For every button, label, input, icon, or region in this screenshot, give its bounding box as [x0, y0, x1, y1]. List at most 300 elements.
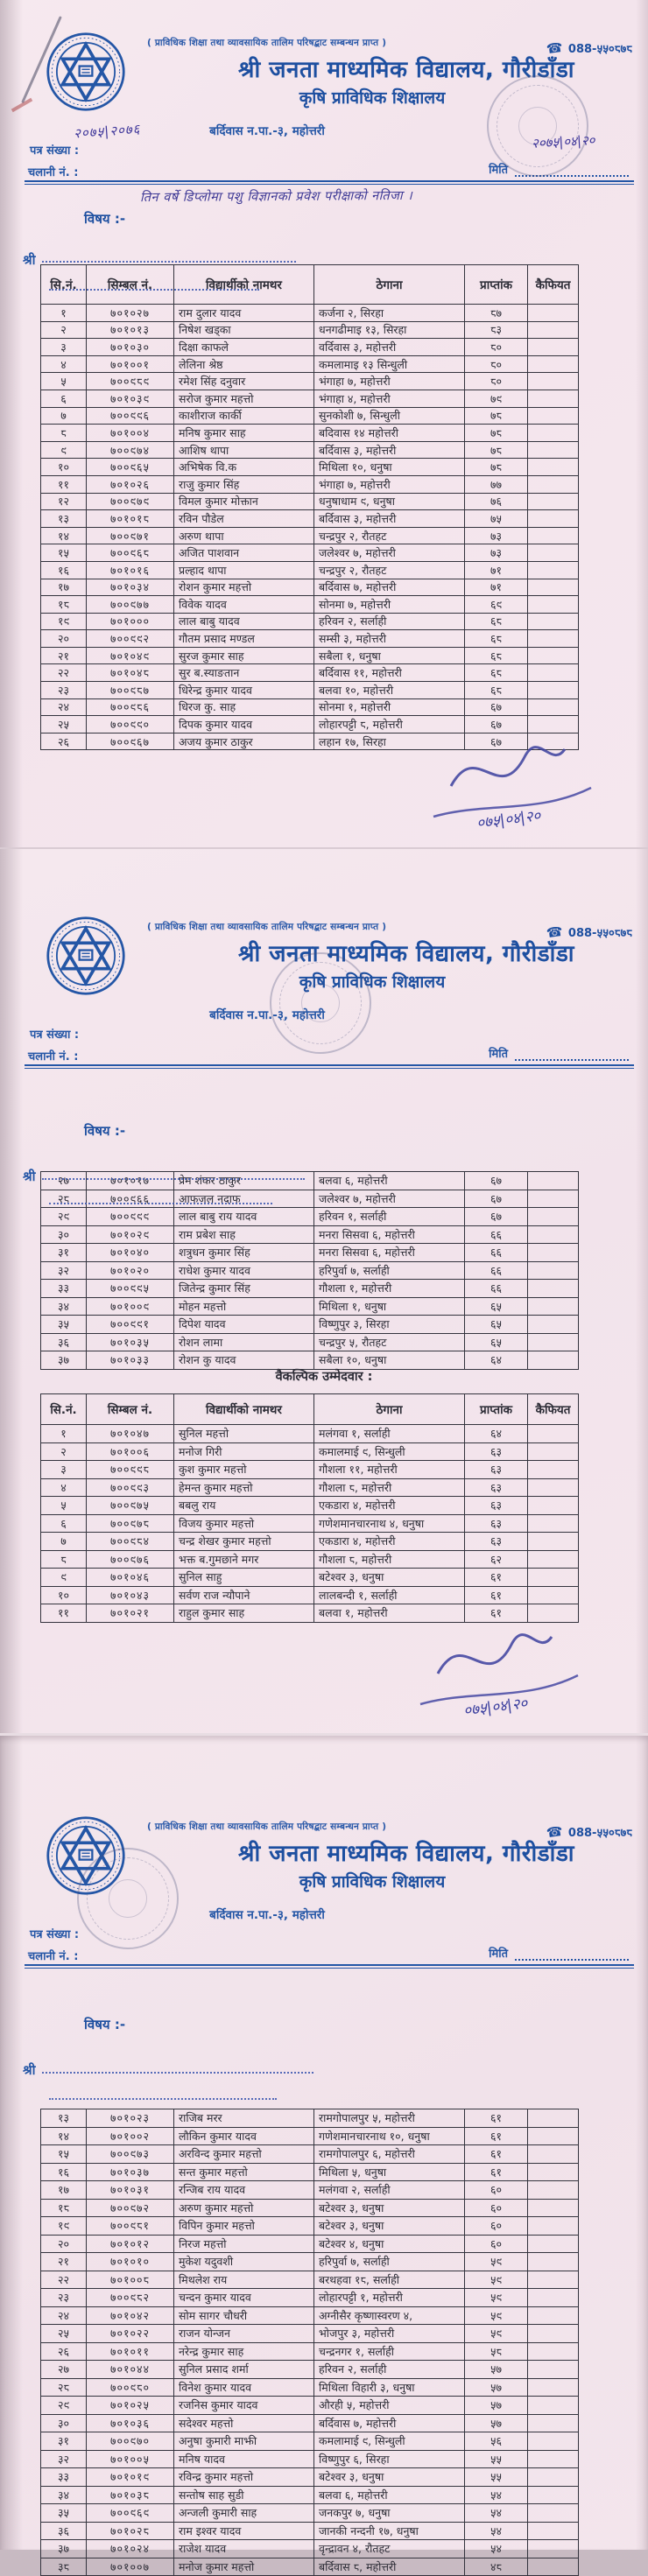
col-marks: प्राप्तांक	[465, 1394, 528, 1425]
cell-student-name: सोम सागर चौधरी	[174, 2306, 314, 2325]
scanned-page-3	[0, 1733, 648, 2573]
cell-student-name: अजित पाशवान	[174, 544, 314, 562]
table-row	[41, 1604, 579, 1623]
cell-student-name: राजन योन्जन	[174, 2325, 314, 2343]
cell-symbol-no: ७००९८२	[87, 2289, 174, 2307]
letterhead-divider-rule	[25, 1064, 634, 1066]
cell-serial: ३५	[41, 2504, 87, 2523]
cell-symbol-no: ७०१०२७	[87, 305, 174, 322]
cell-symbol-no: ७०१०२५	[87, 2397, 174, 2415]
cell-student-name: सन्त कुमार महत्तो	[174, 2163, 314, 2181]
table-row	[41, 2253, 579, 2271]
cell-address: कमलामाइ १३ सिन्धुली	[314, 355, 465, 373]
cell-serial: १७	[41, 579, 87, 596]
cell-serial: ३८	[41, 2558, 87, 2576]
cell-address: बटेश्वर ४, धनुषा	[314, 2235, 465, 2253]
dispatch-no-label: चलानी नं. :	[28, 166, 79, 179]
col-name: विद्यार्थीको नामथर	[174, 1394, 314, 1425]
program-name: कृषि प्राविधिक शिक्षालय	[299, 1872, 446, 1892]
cell-marks: ६०	[465, 2199, 528, 2217]
cell-marks: ५९	[465, 2289, 528, 2307]
cell-student-name: अन्जली कुमारी साह	[174, 2504, 314, 2523]
table-row	[41, 2432, 579, 2451]
cell-serial: ३०	[41, 2414, 87, 2432]
cell-student-name: सन्तोष साह सुडी	[174, 2486, 314, 2504]
cell-remarks	[528, 1586, 579, 1604]
table-row	[41, 2289, 579, 2307]
date-dotted-rule	[515, 1948, 629, 1961]
cell-student-name: काशीराज कार्की	[174, 407, 314, 425]
cell-marks: ६३	[465, 1533, 528, 1551]
table-row	[41, 2558, 579, 2576]
table-row	[41, 305, 579, 322]
cell-serial: २६	[41, 733, 87, 750]
cell-student-name: रोशन लामा	[174, 1333, 314, 1351]
table-row	[41, 2361, 579, 2379]
cell-symbol-no: ७००९९२	[87, 630, 174, 648]
affiliation-line: ( प्राविधिक शिक्षा तथा व्यावसायिक तालिम परिषद्बाट सम्बन्धन प्राप्त )	[147, 38, 387, 48]
cell-serial: २२	[41, 664, 87, 682]
cell-remarks	[528, 1550, 579, 1569]
cell-student-name: रविन पौडेल	[174, 510, 314, 528]
cell-address: भंगाहा ४, महोत्तरी	[314, 390, 465, 407]
cell-remarks	[528, 1351, 579, 1370]
cell-serial: २१	[41, 2253, 87, 2271]
cell-remarks	[528, 698, 579, 716]
cell-student-name: लौकिन कुमार यादव	[174, 2127, 314, 2145]
salutation-dotted-rule	[42, 1178, 305, 1180]
cell-address: गौशला ११, महोत्तरी	[314, 1461, 465, 1479]
cell-serial: १	[41, 1425, 87, 1443]
affiliation-line: ( प्राविधिक शिक्षा तथा व्यावसायिक तालिम परिषद्बाट सम्बन्धन प्राप्त )	[147, 922, 387, 932]
cell-remarks	[528, 2504, 579, 2523]
cell-marks: ६७	[465, 733, 528, 750]
cell-address: जनकपुर ७, धनुषा	[314, 2504, 465, 2523]
cell-student-name: दिपेश यादव	[174, 1316, 314, 1334]
table-row	[41, 1244, 579, 1262]
cell-marks: ६७	[465, 698, 528, 716]
cell-student-name: रोशन कुमार महत्तो	[174, 579, 314, 596]
cell-address: रामगोपालपुर ६, महोत्तरी	[314, 2145, 465, 2164]
cell-remarks	[528, 2432, 579, 2451]
cell-symbol-no: ७००९६५	[87, 459, 174, 476]
cell-remarks	[528, 2127, 579, 2145]
cell-serial: २	[41, 321, 87, 339]
table-row	[41, 2127, 579, 2145]
cell-marks: ५५	[465, 2468, 528, 2487]
cell-marks: ६४	[465, 1425, 528, 1443]
cell-address: लोहारपट्टी ८, महोत्तरी	[314, 716, 465, 733]
cell-remarks	[528, 596, 579, 614]
cell-address: सबैला १०, धनुषा	[314, 1351, 465, 1370]
col-serial: सि.नं.	[41, 1394, 87, 1425]
cell-serial: ३२	[41, 2450, 87, 2468]
cell-student-name: मोहन महत्तो	[174, 1297, 314, 1316]
cell-symbol-no: ७०१०३३	[87, 1351, 174, 1370]
cell-symbol-no: ७००९९५	[87, 1280, 174, 1298]
cell-student-name: अरविन्द कुमार महत्तो	[174, 2145, 314, 2164]
alternate-candidates-table	[40, 1393, 579, 1623]
cell-address: एकडारा ४, महोत्तरी	[314, 1497, 465, 1515]
cell-marks: ५४	[465, 2486, 528, 2504]
table-row	[41, 1425, 579, 1443]
cell-symbol-no: ७००९९०	[87, 716, 174, 733]
cell-symbol-no: ७०१०४३	[87, 1586, 174, 1604]
cell-marks: ६१	[465, 1604, 528, 1623]
cell-remarks	[528, 630, 579, 648]
cell-marks: ६८	[465, 682, 528, 699]
cell-remarks	[528, 664, 579, 682]
school-logo-seal	[46, 916, 126, 996]
cell-marks: ६८	[465, 613, 528, 630]
cell-remarks	[528, 390, 579, 407]
cell-symbol-no: ७०१०३७	[87, 2163, 174, 2181]
cell-remarks	[528, 1280, 579, 1298]
cell-symbol-no: ७००९६९	[87, 2504, 174, 2523]
cell-remarks	[528, 1333, 579, 1351]
cell-marks: ६७	[465, 716, 528, 733]
table-row	[41, 2414, 579, 2432]
cell-serial: १३	[41, 510, 87, 528]
cell-marks: ५४	[465, 2504, 528, 2523]
table-row	[41, 441, 579, 459]
cell-symbol-no: ७०१०४४	[87, 2361, 174, 2379]
table-row	[41, 459, 579, 476]
table-row	[41, 2271, 579, 2289]
cell-marks: ७५	[465, 510, 528, 528]
date-line	[489, 1045, 629, 1061]
cell-symbol-no: ७००९८६	[87, 698, 174, 716]
cell-address: मलंगवा १, सर्लाही	[314, 1425, 465, 1443]
table-row	[41, 544, 579, 562]
cell-serial: २८	[41, 2378, 87, 2397]
cell-marks: ६२	[465, 1550, 528, 1569]
cell-student-name: राम प्रबेश साह	[174, 1225, 314, 1244]
cell-serial: २४	[41, 698, 87, 716]
cell-symbol-no: ७०१०२०	[87, 1261, 174, 1280]
cell-remarks	[528, 2109, 579, 2128]
cell-marks: ८०	[465, 373, 528, 390]
school-address: बर्दिवास न.पा.-३, महोत्तरी	[209, 1008, 325, 1022]
cell-student-name: राधेश कुमार यादव	[174, 1261, 314, 1280]
cell-marks: ६१	[465, 2127, 528, 2145]
cell-remarks	[528, 1172, 579, 1190]
cell-symbol-no: ७००९७८	[87, 1514, 174, 1533]
result-table-page1	[40, 264, 579, 750]
cell-symbol-no: ७००९९९	[87, 1208, 174, 1226]
table-row	[41, 1297, 579, 1316]
cell-student-name: शत्रुधन कुमार सिंह	[174, 1244, 314, 1262]
table-row	[41, 682, 579, 699]
cell-remarks	[528, 2199, 579, 2217]
cell-serial: १७	[41, 2181, 87, 2200]
table-row	[41, 2181, 579, 2200]
salutation-shree: श्री	[23, 1169, 36, 1184]
cell-remarks	[528, 2468, 579, 2487]
cell-symbol-no: ७००९९३	[87, 1478, 174, 1497]
cell-address: सोनमा ७, महोत्तरी	[314, 596, 465, 614]
cell-student-name: रोशन कु यादव	[174, 1351, 314, 1370]
dispatch-no-label: चलानी नं. :	[28, 1950, 79, 1963]
cell-address: मिथिला ५, धनुषा	[314, 2163, 465, 2181]
cell-serial: २	[41, 1442, 87, 1461]
cell-marks: ६९	[465, 596, 528, 614]
cell-marks: ५९	[465, 2325, 528, 2343]
cell-symbol-no: ७०१०३४	[87, 579, 174, 596]
cell-remarks	[528, 544, 579, 562]
cell-remarks	[528, 321, 579, 339]
cell-serial: ९	[41, 441, 87, 459]
cell-address: गणेशमानचारनाथ १०, धनुषा	[314, 2127, 465, 2145]
cell-symbol-no: ७०१००८	[87, 2271, 174, 2289]
cell-address: बदिवास १४ महोत्तरी	[314, 425, 465, 442]
cell-symbol-no: ७०१०००	[87, 613, 174, 630]
cell-serial: ९	[41, 1569, 87, 1587]
school-name: श्री जनता माध्यमिक विद्यालय, गौरीडाँडा	[238, 57, 574, 83]
table-row	[41, 321, 579, 339]
cell-address: बलवा ६, महोत्तरी	[314, 2486, 465, 2504]
salutation-shree: श्री	[23, 252, 36, 268]
cell-address: गौशला ८, महोत्तरी	[314, 1550, 465, 1569]
table-row	[41, 1533, 579, 1551]
cell-remarks	[528, 2181, 579, 2200]
cell-student-name: प्रेम शंकर ठाकुर	[174, 1172, 314, 1190]
cell-symbol-no: ७००९९६	[87, 407, 174, 425]
cell-symbol-no: ७०१०२१	[87, 1604, 174, 1623]
cell-address: धनगढीमाइ १३, सिरहा	[314, 321, 465, 339]
cell-remarks	[528, 425, 579, 442]
cell-address: चन्द्रपुर ५, रौतहट	[314, 1333, 465, 1351]
table-row	[41, 2342, 579, 2361]
cell-student-name: नरेन्द्र कुमार साह	[174, 2342, 314, 2361]
cell-student-name: बबलु राय	[174, 1497, 314, 1515]
cell-address: कर्जना २, सिरहा	[314, 305, 465, 322]
cell-remarks	[528, 1478, 579, 1497]
cell-remarks	[528, 1461, 579, 1479]
result-table-page2-continued	[40, 1171, 579, 1370]
table-row	[41, 1172, 579, 1190]
cell-student-name: दिपक कुमार यादव	[174, 716, 314, 733]
cell-student-name: आफजल नदाफ	[174, 1190, 314, 1208]
cell-address: औरही ५, महोत्तरी	[314, 2397, 465, 2415]
cell-serial: ७	[41, 407, 87, 425]
cell-address: मनरा सिसवा ६, महोत्तरी	[314, 1244, 465, 1262]
date-dotted-rule	[515, 1049, 629, 1061]
cell-marks: ६६	[465, 1244, 528, 1262]
cell-symbol-no: ७०१०१७	[87, 1172, 174, 1190]
date-line	[489, 1945, 629, 1961]
cell-symbol-no: ७००९९१	[87, 1316, 174, 1334]
school-address: बर्दिवास न.पा.-३, महोत्तरी	[209, 124, 325, 138]
table-row	[41, 613, 579, 630]
table-row	[41, 716, 579, 733]
school-logo-seal	[46, 32, 126, 112]
cell-symbol-no: ७००९७७	[87, 596, 174, 614]
cell-address: जानकी नन्दनी १७, धनुषा	[314, 2522, 465, 2540]
cell-symbol-no: ७०१०११	[87, 2342, 174, 2361]
cell-serial: २७	[41, 2361, 87, 2379]
cell-remarks	[528, 2397, 579, 2415]
cell-marks: ७७	[465, 475, 528, 493]
cell-symbol-no: ७००९७३	[87, 2145, 174, 2164]
cell-serial: ७	[41, 1533, 87, 1551]
cell-address: मिथिला विहारी ३, धनुषा	[314, 2378, 465, 2397]
table-row	[41, 1208, 579, 1226]
table-row	[41, 2109, 579, 2128]
cell-remarks	[528, 1208, 579, 1226]
ref-no-label: पत्र संख्या :	[30, 1028, 80, 1042]
cell-address: जलेश्वर ७, महोत्तरी	[314, 544, 465, 562]
cell-address: भंगाहा ७, महोत्तरी	[314, 373, 465, 390]
cell-marks: ६६	[465, 1280, 528, 1298]
cell-serial: २४	[41, 2306, 87, 2325]
cell-serial: २८	[41, 1190, 87, 1208]
cell-marks: ६३	[465, 1514, 528, 1533]
cell-student-name: राहुल कुमार साह	[174, 1604, 314, 1623]
salutation-shree: श्री	[23, 2062, 36, 2078]
table-row	[41, 390, 579, 407]
cell-marks: ६४	[465, 1351, 528, 1370]
cell-address: बलवा ६, महोत्तरी	[314, 1172, 465, 1190]
cell-symbol-no: ७००९६६	[87, 1190, 174, 1208]
cell-remarks	[528, 2145, 579, 2164]
cell-remarks	[528, 1225, 579, 1244]
table-row	[41, 355, 579, 373]
cell-serial: २१	[41, 647, 87, 664]
cell-remarks	[528, 1297, 579, 1316]
cell-remarks	[528, 1442, 579, 1461]
cell-marks: ५५	[465, 2450, 528, 2468]
cell-address: मलंगवा २, सर्लाही	[314, 2181, 465, 2200]
cell-student-name: दिक्षा काफले	[174, 339, 314, 356]
col-address: ठेगाना	[314, 265, 465, 305]
handwritten-subject: तिन वर्षे डिप्लोमा पशु विज्ञानको प्रवेश परीक्षाको नतिजा ।	[139, 188, 413, 206]
cell-address: लोहारपट्टी १, महोत्तरी	[314, 2289, 465, 2307]
cell-address: मिथिला १०, धनुषा	[314, 459, 465, 476]
cell-serial: ४	[41, 355, 87, 373]
table-row	[41, 1478, 579, 1497]
cell-remarks	[528, 510, 579, 528]
cell-student-name: मनिष कुमार साह	[174, 425, 314, 442]
table-row	[41, 2522, 579, 2540]
school-name: श्री जनता माध्यमिक विद्यालय, गौरीडाँडा	[238, 1841, 574, 1867]
cell-marks: ७८	[465, 459, 528, 476]
cell-address: जलेश्वर ७, महोत्तरी	[314, 1190, 465, 1208]
cell-student-name: विमल कुमार मोक्तान	[174, 493, 314, 510]
cell-student-name: अजय कुमार ठाकुर	[174, 733, 314, 750]
table-row	[41, 1316, 579, 1334]
cell-remarks	[528, 1569, 579, 1587]
cell-address: हरिपुर्वा ७, सर्लाही	[314, 2253, 465, 2271]
cell-address: बटेश्वर ३, धनुषा	[314, 2199, 465, 2217]
cell-symbol-no: ७०१००६	[87, 1442, 174, 1461]
cell-serial: ३२	[41, 1261, 87, 1280]
cell-remarks	[528, 1604, 579, 1623]
cell-marks: ४८	[465, 2558, 528, 2576]
cell-student-name: राम दुलार यादव	[174, 305, 314, 322]
cell-student-name: अरुण कुमार महत्तो	[174, 2199, 314, 2217]
cell-remarks	[528, 1244, 579, 1262]
table-row	[41, 630, 579, 648]
cell-serial: १	[41, 305, 87, 322]
cell-serial: १०	[41, 1586, 87, 1604]
cell-address: बलवा १, महोत्तरी	[314, 1604, 465, 1623]
cell-serial: २३	[41, 682, 87, 699]
cell-serial: ८	[41, 425, 87, 442]
cell-serial: २२	[41, 2271, 87, 2289]
table-row	[41, 493, 579, 510]
cell-remarks	[528, 2253, 579, 2271]
cell-remarks	[528, 493, 579, 510]
cell-symbol-no: ७०१०४२	[87, 2306, 174, 2325]
table-row	[41, 2450, 579, 2468]
cell-marks: ७१	[465, 579, 528, 596]
scanned-page-1	[0, 0, 648, 847]
cell-symbol-no: ७००९८१	[87, 2217, 174, 2236]
cell-serial: २५	[41, 716, 87, 733]
alternate-candidates-heading: वैकल्पिक उम्मेदवार :	[275, 1370, 373, 1384]
cell-serial: ६	[41, 390, 87, 407]
phone-number: 088-५५०८७८	[567, 1827, 632, 1840]
cell-symbol-no: ७०१०२२	[87, 2325, 174, 2343]
cell-student-name: राजिब मरर	[174, 2109, 314, 2128]
salutation-dotted-rule	[42, 2072, 313, 2074]
cell-symbol-no: ७००९८४	[87, 1533, 174, 1551]
cell-address: विष्णुपुर ३, सिरहा	[314, 1316, 465, 1334]
cell-student-name: अरुण थापा	[174, 527, 314, 544]
cell-symbol-no: ७०१००५	[87, 2450, 174, 2468]
cell-symbol-no: ७००९६७	[87, 733, 174, 750]
cell-marks: ७३	[465, 527, 528, 544]
cell-serial: २०	[41, 630, 87, 648]
signature-scribble	[416, 733, 600, 842]
cell-address: बटेश्वर ३, धनुषा	[314, 2217, 465, 2236]
alternate-candidates-table-continued	[40, 2109, 579, 2576]
table-row	[41, 1586, 579, 1604]
cell-remarks	[528, 1190, 579, 1208]
cell-symbol-no: ७००९७०	[87, 2432, 174, 2451]
col-marks: प्राप्तांक	[465, 265, 528, 305]
header-row	[41, 1394, 579, 1425]
table-row	[41, 1550, 579, 1569]
cell-student-name: अभिषेक वि.क	[174, 459, 314, 476]
cell-remarks	[528, 1316, 579, 1334]
table-row	[41, 1261, 579, 1280]
cell-remarks	[528, 2289, 579, 2307]
cell-student-name: लाल बाबु राय यादव	[174, 1208, 314, 1226]
header-row	[41, 265, 579, 305]
table-row	[41, 1442, 579, 1461]
cell-remarks	[528, 1497, 579, 1515]
cell-serial: १५	[41, 2145, 87, 2164]
cell-marks: ५९	[465, 2306, 528, 2325]
cell-student-name: लाल बाबु यादव	[174, 613, 314, 630]
cell-symbol-no: ७०१०१२	[87, 2235, 174, 2253]
cell-student-name: मुकेश यदुवशी	[174, 2253, 314, 2271]
cell-symbol-no: ७०१००७	[87, 2558, 174, 2576]
salutation-dotted-rule	[49, 289, 259, 291]
cell-serial: ३४	[41, 1297, 87, 1316]
cell-symbol-no: ७०१०३१	[87, 2181, 174, 2200]
subject-label: विषय :-	[84, 2017, 126, 2032]
cell-student-name: विजय कुमार महत्तो	[174, 1514, 314, 1533]
cell-symbol-no: ७००९८९	[87, 373, 174, 390]
table-row	[41, 2145, 579, 2164]
cell-marks: ६०	[465, 2181, 528, 2200]
cell-marks: ७८	[465, 407, 528, 425]
cell-address: बरथहवा १८, सर्लाही	[314, 2271, 465, 2289]
cell-student-name: सर्वण राज न्यौपाने	[174, 1586, 314, 1604]
